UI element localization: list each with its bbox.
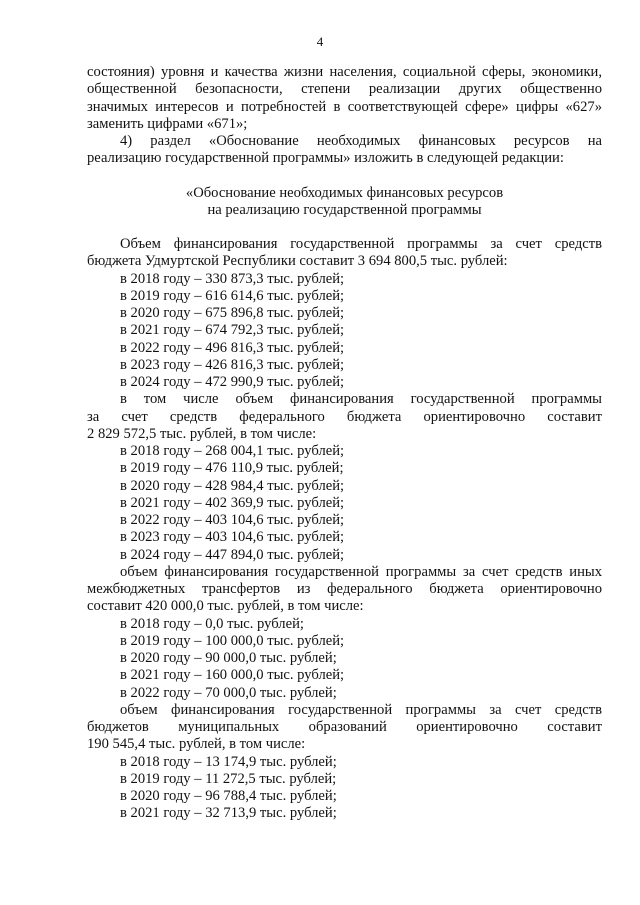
list-item: в 2019 году – 616 614,6 тыс. рублей; bbox=[120, 287, 345, 304]
list-item: в 2020 году – 428 984,4 тыс. рублей; bbox=[120, 477, 345, 494]
document-body bbox=[87, 64, 602, 823]
list-item: в 2019 году – 476 110,9 тыс. рублей; bbox=[120, 460, 344, 477]
text-line: бюджетов муниципальных образований ориентировочно составит bbox=[87, 719, 602, 735]
text-line: объем финансирования государственной программы за счет средств иных bbox=[120, 563, 602, 580]
text-line: заменить цифрами «671»; bbox=[87, 115, 248, 132]
text-line: межбюджетных трансфертов из федерального бюджета ориентировочно bbox=[87, 581, 602, 597]
section-title-line: на реализацию государственной программы bbox=[207, 201, 482, 218]
text-line: реализацию государственной программы» изложить в следующей редакции: bbox=[87, 150, 564, 167]
list-item: в 2021 году – 674 792,3 тыс. рублей; bbox=[120, 322, 345, 339]
text-line: объем финансирования государственной программы за счет средств bbox=[120, 701, 602, 718]
list-item: в 2020 году – 675 896,8 тыс. рублей; bbox=[120, 305, 345, 321]
text-line: 190 545,4 тыс. рублей, в том числе: bbox=[87, 736, 306, 753]
section-title-line: «Обоснование необходимых финансовых ресурсов bbox=[185, 184, 504, 201]
list-item: в 2018 году – 0,0 тыс. рублей; bbox=[120, 615, 304, 632]
federal-years-list bbox=[87, 443, 602, 564]
municipal-years-list bbox=[87, 754, 602, 823]
list-item: в 2024 году – 472 990,9 тыс. рублей; bbox=[120, 374, 345, 390]
list-item: в 2018 году – 330 873,3 тыс. рублей; bbox=[120, 270, 345, 287]
text-line: состояния) уровня и качества жизни населения, социальной сферы, экономики, bbox=[87, 64, 602, 80]
section-title bbox=[87, 185, 602, 220]
text-line: бюджета Удмуртской Республики составит 3 694 800,5 тыс. рублей: bbox=[87, 253, 508, 270]
list-item: в 2023 году – 426 816,3 тыс. рублей; bbox=[120, 356, 345, 373]
list-item: в 2022 году – 70 000,0 тыс. рублей; bbox=[120, 684, 337, 701]
text-line: Объем финансирования государственной программы за счет средств bbox=[120, 236, 602, 252]
list-item: в 2018 году – 268 004,1 тыс. рублей; bbox=[120, 443, 345, 459]
item-4-paragraph bbox=[87, 133, 602, 168]
list-item: в 2019 году – 11 272,5 тыс. рублей; bbox=[120, 770, 337, 787]
text-line: 2 829 572,5 тыс. рублей, в том числе: bbox=[87, 425, 317, 442]
text-line: в том числе объем финансирования государственной программы bbox=[120, 391, 602, 408]
list-item: в 2021 году – 402 369,9 тыс. рублей; bbox=[120, 494, 345, 511]
list-item: в 2024 году – 447 894,0 тыс. рублей; bbox=[120, 546, 345, 563]
text-line: составит 420 000,0 тыс. рублей, в том числе: bbox=[87, 598, 364, 615]
list-item: в 2019 году – 100 000,0 тыс. рублей; bbox=[120, 632, 345, 649]
transfers-paragraph bbox=[87, 564, 602, 616]
text-line: 4) раздел «Обоснование необходимых финансовых ресурсов на bbox=[120, 133, 602, 149]
list-item: в 2023 году – 403 104,6 тыс. рублей; bbox=[120, 529, 345, 546]
intro-paragraph bbox=[87, 64, 602, 133]
municipal-budget-paragraph bbox=[87, 702, 602, 754]
federal-budget-paragraph bbox=[87, 391, 602, 443]
page-number: 4 bbox=[316, 34, 324, 49]
list-item: в 2020 году – 90 000,0 тыс. рублей; bbox=[120, 650, 337, 666]
text-line: общественной безопасности, степени реализации других общественно bbox=[87, 81, 602, 98]
transfers-years-list bbox=[87, 616, 602, 702]
list-item: в 2020 году – 96 788,4 тыс. рублей; bbox=[120, 788, 337, 804]
total-financing-paragraph bbox=[87, 236, 602, 271]
list-item: в 2021 году – 160 000,0 тыс. рублей; bbox=[120, 667, 345, 684]
list-item: в 2022 году – 403 104,6 тыс. рублей; bbox=[120, 512, 345, 528]
text-line: за счет средств федерального бюджета ориентировочно составит bbox=[87, 408, 602, 425]
list-item: в 2022 году – 496 816,3 тыс. рублей; bbox=[120, 339, 345, 356]
total-years-list bbox=[87, 271, 602, 392]
list-item: в 2018 году – 13 174,9 тыс. рублей; bbox=[120, 753, 337, 770]
text-line: значимых интересов и потребностей в соответствующей сфере» цифры «627» bbox=[87, 98, 602, 115]
list-item: в 2021 году – 32 713,9 тыс. рублей; bbox=[120, 805, 337, 822]
